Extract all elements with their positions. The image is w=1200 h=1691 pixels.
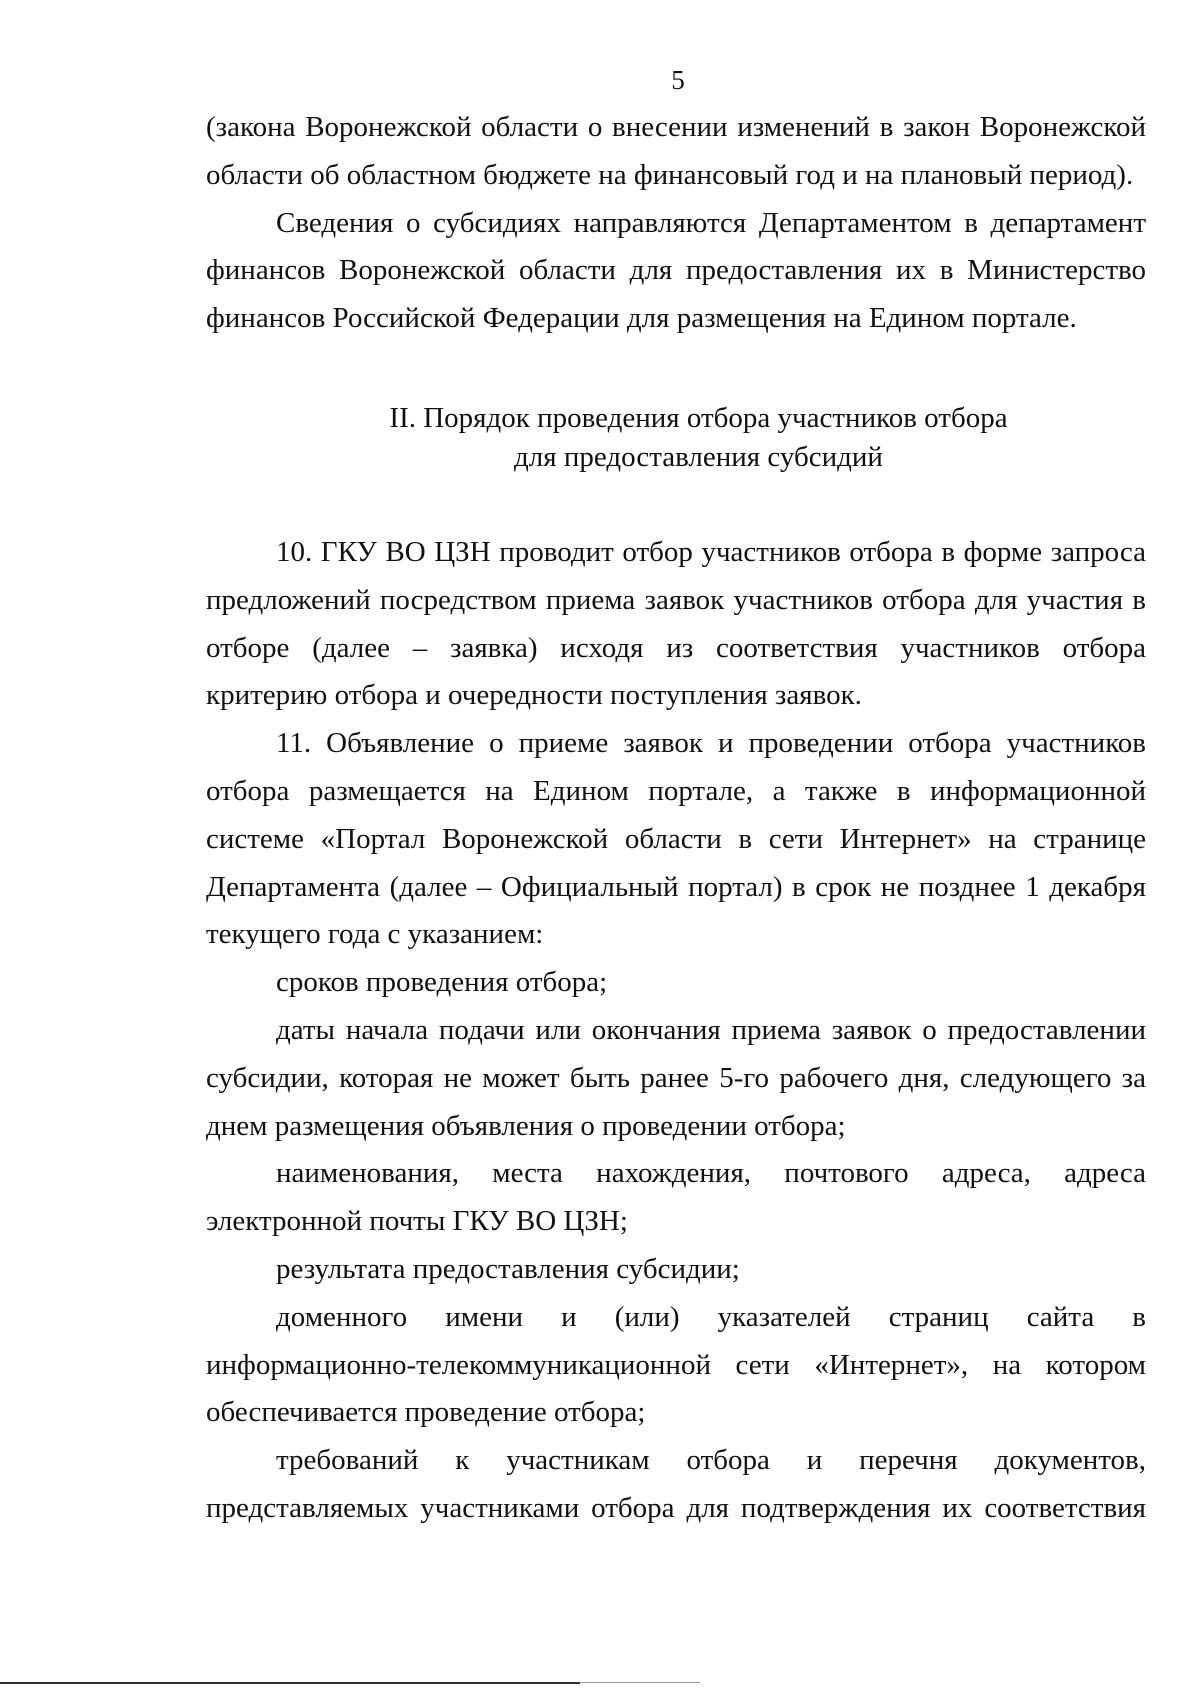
- list-item-result: результата предоставления субсидии;: [276, 1252, 740, 1285]
- section-heading-line-1: II. Порядок проведения отбора участников отбора: [389, 401, 1008, 434]
- list-item-requirements: требований к участникам отбора и перечня документов, представляемых участниками отбора для подтверждения их соответствия: [206, 1444, 1146, 1524]
- section-heading-line-2: для предоставления субсидий: [514, 440, 883, 473]
- list-item-domain: доменного имени и (или) указателей страниц сайта в информационно-телекоммуникационной сети «Интернет», на котором обеспечивается проведение отбора;: [206, 1300, 1146, 1429]
- paragraph-item-10: 10. ГКУ ВО ЦЗН проводит отбор участников отбора в форме запроса предложений посредством приема заявок участников отбора для участия в отборе (далее – заявка) исходя из соответствия участников отбора критерию отбора и очередности поступления заявок.: [206, 535, 1146, 712]
- page-number: 5: [671, 65, 685, 95]
- paragraph-subsidy-info: Сведения о субсидиях направляются Департаментом в департамент финансов Воронежской области для предоставления их в Министерство финансов Российской Федерации для размещения на Едином портале.: [206, 206, 1146, 335]
- paragraph-continuation: (закона Воронежской области о внесении изменений в закон Воронежской области об областном бюджете на финансовый год и на плановый период).: [206, 111, 1146, 191]
- bottom-scan-line: [0, 1682, 580, 1684]
- paragraph-item-11: 11. Объявление о приеме заявок и проведении отбора участников отбора размещается на Едином портале, а также в информационной системе «Портал Воронежской области в сети Интернет» на странице Департамента (далее – Официальный портал) в срок не позднее 1 декабря текущего года с указанием:: [206, 727, 1146, 951]
- list-item-contacts: наименования, места нахождения, почтового адреса, адреса электронной почты ГКУ ВО ЦЗН;: [206, 1157, 1146, 1238]
- list-item-dates: даты начала подачи или окончания приема заявок о предоставлении субсидии, которая не может быть ранее 5-го рабочего дня, следующего за днем размещения объявления о проведении отбора;: [206, 1013, 1146, 1142]
- document-body: [206, 104, 1146, 1533]
- bottom-scan-line-faint: [580, 1682, 700, 1683]
- list-item-deadlines: сроков проведения отбора;: [276, 966, 608, 999]
- section-heading: [206, 399, 1146, 477]
